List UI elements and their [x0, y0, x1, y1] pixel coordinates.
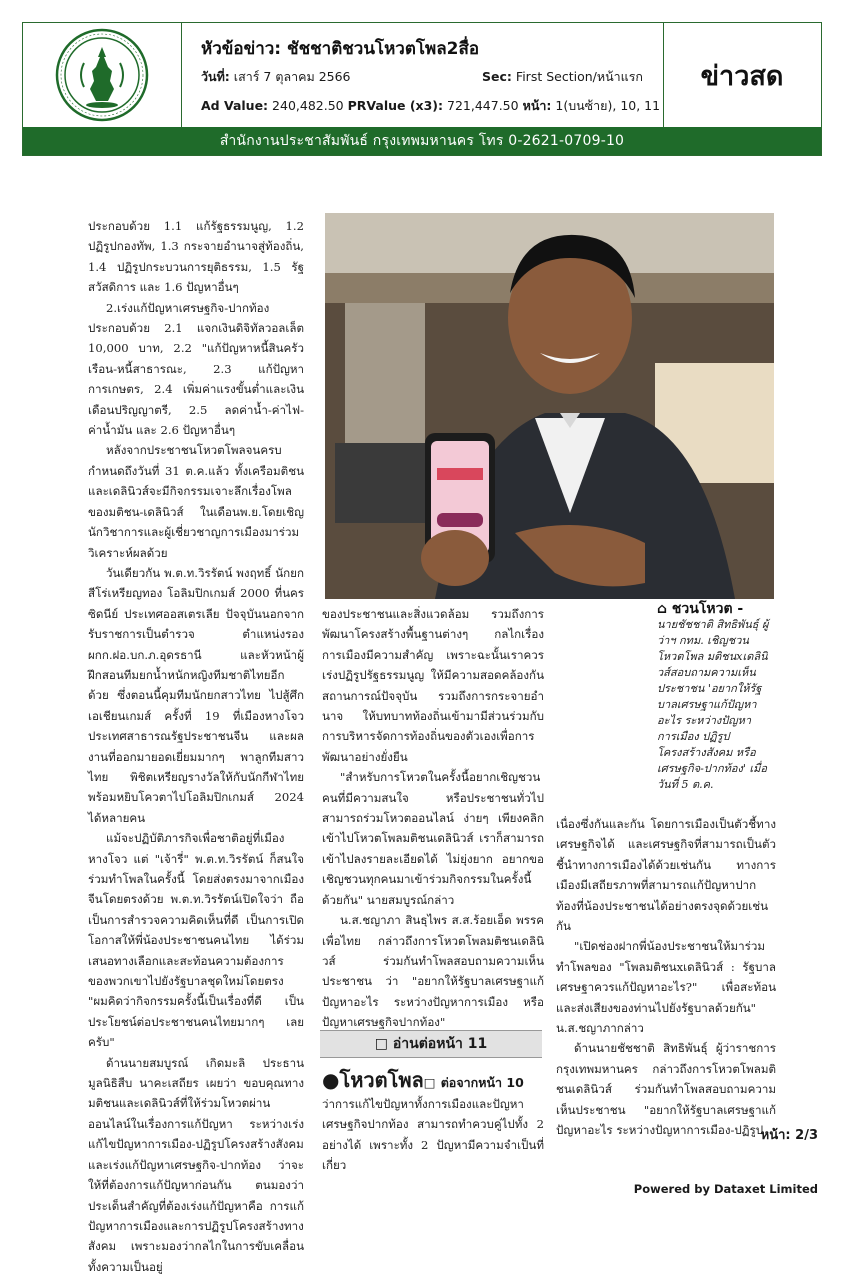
news-type: ข่าวสด: [700, 60, 784, 92]
bangkok-seal-logo: [54, 27, 150, 123]
ad-label: Ad Value:: [201, 98, 269, 113]
article-paragraph: "เปิดช่องฝากพี่น้องประชาชนให้มาร่วมทำโพลของ "โพลมติชนxเดลินิวส์ : รัฐบาลเศรษฐาควรแก้ปัญหาอะไร?" เพื่อสะท้อนและส่งเสียงของท่านไปยังรัฐบาลด้วยกัน" น.ส.ชญาภากล่าว: [556, 939, 776, 1036]
caption-title: ชวนโหวต: [671, 601, 733, 617]
page-label: หน้า:: [522, 98, 552, 113]
powered-by: Powered by Dataxet Limited: [633, 1182, 818, 1196]
article-paragraph: ด้านนายสมบูรณ์ เกิดมะลิ ประธานมูลนิธิสืบ นาคะเสถียร เผยว่า ขอบคุณทางมติชนและเดลินิวส์ที่ให้ร่วมโหวตผ่านออนไลน์ในเรื่องการแก้ปัญหา ระหว่างเร่งแก้ไขปัญหาการเมือง-ปฏิรูปโครงสร้างสังคม และเร่งแก้ปัญหาเศรษฐกิจ-ปากท้อง ว่าจะให้ที่ต้องการแก้ปัญหาก่อนกัน ตนมองว่าประเด็นสำคัญที่ต้องเร่งแก้ปัญหาคือ การแก้ปัญหาการเมืองและการปฏิรูปโครงสร้างทางสังคม เพราะมองว่ากลไกในการขับเคลื่อน ทั้งความเป็นอยู่: [88, 1055, 304, 1274]
office-band: สำนักงานประชาสัมพันธ์ กรุงเทพมหานคร โทร 0-2621-0709-10: [23, 127, 821, 155]
article-paragraph: ประกอบด้วย 1.1 แก้รัฐธรรมนูญ, 1.2 ปฏิรูปกองทัพ, 1.3 กระจายอำนาจสู่ท้องถิ่น, 1.4 ปฏิรูปกระบวนการยุติธรรม, 1.5 รัฐสวัสดิการ และ 1.6 ปัญหาอื่นๆ: [88, 219, 304, 295]
read-more-box: [320, 1030, 542, 1058]
article-paragraph: ของประชาชนและสิ่งแวดล้อม รวมถึงการพัฒนาโครงสร้างพื้นฐานต่างๆ กลไกเรื่องการเมืองมีความสำคัญ เพราะฉะนั้นเราควรเร่งปฏิรูปรัฐธรรมนูญ ให้มีความสอดคล้องกันสถานการณ์ปัจจุบัน รวมถึงการกระจายอำนาจ ให้บทบาทท้องถิ่นเข้ามามีส่วนร่วมกับการบริหารจัดการท้องถิ่นของตัวเองเพื่อการพัฒนาอย่างยั่งยืน: [322, 607, 544, 764]
section-row: [482, 67, 643, 87]
article-paragraph: ว่าการแก้ไขปัญหาทั้งการเมืองและปัญหาเศรษฐกิจปากท้อง สามารถทำควบคู่ไปทั้ง 2 อย่างได้ เพราะทั้ง 2 ปัญหามีความจำเป็นที่เกี่ยว: [322, 1097, 544, 1173]
continuation-header: [322, 1064, 524, 1096]
box-bullet-icon: □: [374, 1036, 388, 1052]
news-photo: [325, 213, 774, 599]
info-cell: [181, 23, 664, 127]
article-column-2b: [322, 1094, 544, 1173]
value-row: [201, 96, 660, 116]
sec-value: First Section/หน้าแรก: [515, 69, 643, 84]
pr-value: 721,447.50: [447, 98, 519, 113]
clipping-header: [22, 22, 822, 156]
sec-label: Sec:: [482, 69, 512, 84]
article-paragraph: หลังจากประชาชนโหวตโพลจนครบกำหนดถึงวันที่ 31 ต.ค.แล้ว ทั้งเครือมติชนและเดลินิวส์จะมีกิจกรรมเจาะลึกเรื่องโพลของมติชน-เดลินิวส์ ในเดือนพ.ย.โดยเชิญนักวิชาการและผู้เชี่ยวชาญการเมืองมาร่วมวิเคราะห์ผลด้วย: [88, 443, 304, 560]
logo-cell: [23, 23, 182, 127]
bullet-icon: ●: [322, 1068, 340, 1092]
article-paragraph: น.ส.ชญาภา สินธุไพร ส.ส.ร้อยเอ็ด พรรคเพื่อไทย กล่าวถึงการโหวตโพลมติชนเดลินิวส์ ร่วมกันทำโพลสอบถามความเห็นประชาชน ว่า "อยากให้รัฐบาลเศรษฐาแก้ปัญหาอะไร ระหว่างปัญหาการเมือง หรือ ปัญหาเศรษฐกิจปากท้อง": [322, 913, 544, 1030]
photo-illustration: [325, 213, 774, 599]
article-paragraph: "สำหรับการโหวตในครั้งนี้อยากเชิญชวนคนที่มีความสนใจ หรือประชาชนทั่วไปสามารถร่วมโหวตออนไลน์ ง่ายๆ เพียงคลิกเข้าไปโหวตโพลมติชนเดลินิวส์ เราก็สามารถเข้าไปลงรายละเอียดได้ ไม่ยุ่งยาก อยากขอเชิญชวนทุกคนมาเข้าร่วมกิจกรรมในครั้งนี้ด้วยกัน" นายสมบูรณ์กล่าว: [322, 770, 544, 907]
continuation-sub: ต่อจากหน้า 10: [440, 1075, 524, 1090]
headline-label: หัวข้อข่าว:: [201, 39, 282, 59]
article-paragraph: ด้านนายชัชชาติ สิทธิพันธุ์ ผู้ว่าราชการกรุงเทพมหานคร กล่าวถึงการโหวตโพลมติชนเดลินิวส์ ร่วมกันทำโพลสอบถามความเห็นประชาชน "อยากให้รัฐบาลเศรษฐาแก้ปัญหาอะไร ระหว่างปัญหาการเมือง-ปฏิรูป: [556, 1041, 776, 1138]
article-column-2: [322, 604, 544, 1033]
ad-value: 240,482.50: [272, 98, 344, 113]
photo-caption: [657, 601, 775, 793]
date-label: วันที่:: [201, 69, 230, 84]
headline-row: [201, 35, 479, 62]
article-paragraph: 2.เร่งแก้ปัญหาเศรษฐกิจ-ปากท้อง ประกอบด้วย 2.1 แจกเงินดิจิทัลวอลเล็ต 10,000 บาท, 2.2 "แก้ปัญหาหนี้สินครัวเรือน-หนี้สาธารณะ, 2.3 แก้ปัญหาการเกษตร, 2.4 เพิ่มค่าแรงขั้นต่ำและเงินเดือนปริญญาตรี, 2.5 ลดค่าน้ำ-ค่าไฟ-ค่าน้ำมัน และ 2.6 ปัญหาอื่นๆ: [88, 300, 304, 438]
page-value: 1(บนซ้าย), 10, 11: [555, 98, 661, 113]
article-column-1: [88, 216, 304, 1274]
article-paragraph: วันเดียวกัน พ.ต.ท.วิรรัตน์ พงฤทธิ์ นักยกสีโร่เหรียญทอง โอลิมปิกเกมส์ 2000 ที่นครซิดนีย์ ประเทศออสเตรเลีย ปัจจุบันนอกจากรับราชการเป็นตำรวจ ตำแหน่งรองผกก.ฝอ.บก.ภ.อุดรธานี และหัวหน้าผู้ฝึกสอนทีมยกน้ำหนักหญิงทีมชาติไทยอีกด้วย ซึ่งตอนนี้คุมทีมนักยกสาวไทย ไปสู้ศึกเอเชียนเกมส์ ครั้งที่ 19 ที่เมืองหางโจว ประเทศสาธารณรัฐประชาชนจีน และผลงานที่ออกมายอดเยี่ยมมากๆ พาลูกทีมสาวไทย พิชิตเหรียญรางวัลให้กับนักกีฬาไทย พร้อมหยิบโควตาไปโอลิมปิกเกมส์ 2024 ได้หลายคน: [88, 565, 304, 825]
date-row: [201, 67, 351, 87]
continuation-title: โหวตโพล: [339, 1068, 424, 1092]
page-indicator: หน้า: 2/3: [760, 1128, 818, 1143]
pr-label: PRValue (x3):: [347, 98, 444, 113]
article-column-3: [556, 814, 776, 1138]
read-more-label: อ่านต่อหน้า 11: [392, 1036, 488, 1052]
headline: ชัชชาติชวนโหวตโพล2สื่อ: [287, 39, 480, 59]
date-value: เสาร์ 7 ตุลาคม 2566: [233, 69, 351, 84]
house-icon: ⌂: [657, 601, 668, 617]
caption-title-row: ⌂ ชวนโหวต -: [657, 601, 744, 617]
caption-body: นายชัชชาติ สิทธิพันธุ์ ผู้ว่าฯ กทม. เชิญชวนโหวตโพล มติชนxเดลินิวส์สอบถามความเห็นประชาชน 'อยากให้รัฐบาลเศรษฐาแก้ปัญหาอะไร ระหว่างปัญหาการเมือง ปฏิรูปโครงสร้างสังคม หรือเศรษฐกิจ-ปากท้อง' เมื่อวันที่ 5 ต.ค.: [657, 618, 769, 791]
box-icon: □: [423, 1075, 436, 1090]
article-paragraph: เนื่องซึ่งกันและกัน โดยการเมืองเป็นตัวชี้ทางเศรษฐกิจได้ และเศรษฐกิจที่สามารถเป็นตัวชี้นำทางการเมืองได้ด้วยเช่นกัน ทางการเมืองมีเสถียรภาพที่สามารถแก้ปัญหาปากท้องที่น้องประชาชนได้อย่างตรงจุดด้วยเช่นกัน: [556, 817, 776, 934]
article-paragraph: แม้จะปฏิบัติภารกิจเพื่อชาติอยู่ที่เมืองหางโจว แต่ "เจ้ารี่" พ.ต.ท.วิรรัตน์ ก็สนใจร่วมทำโพลในครั้งนี้ โดยส่งตรงมาจากเมืองจีนโดยตรงด้วย พ.ต.ท.วิรรัตน์เปิดใจว่า ถือเป็นการสำรวจความคิดเห็นที่ดี เป็นการเปิดโอกาสให้พี่น้องประชาชนคนไทย ได้ร่วมเสนอทางเลือกและสะท้อนความต้องการของพวกเขาไปยังรัฐบาลชุดใหม่โดยตรง "ผมคิดว่ากิจกรรมครั้งนี้เป็นเรื่องที่ดี เป็นประโยชน์ต่อประชาชนคนไทยมากๆ เลยครับ": [88, 831, 304, 1050]
